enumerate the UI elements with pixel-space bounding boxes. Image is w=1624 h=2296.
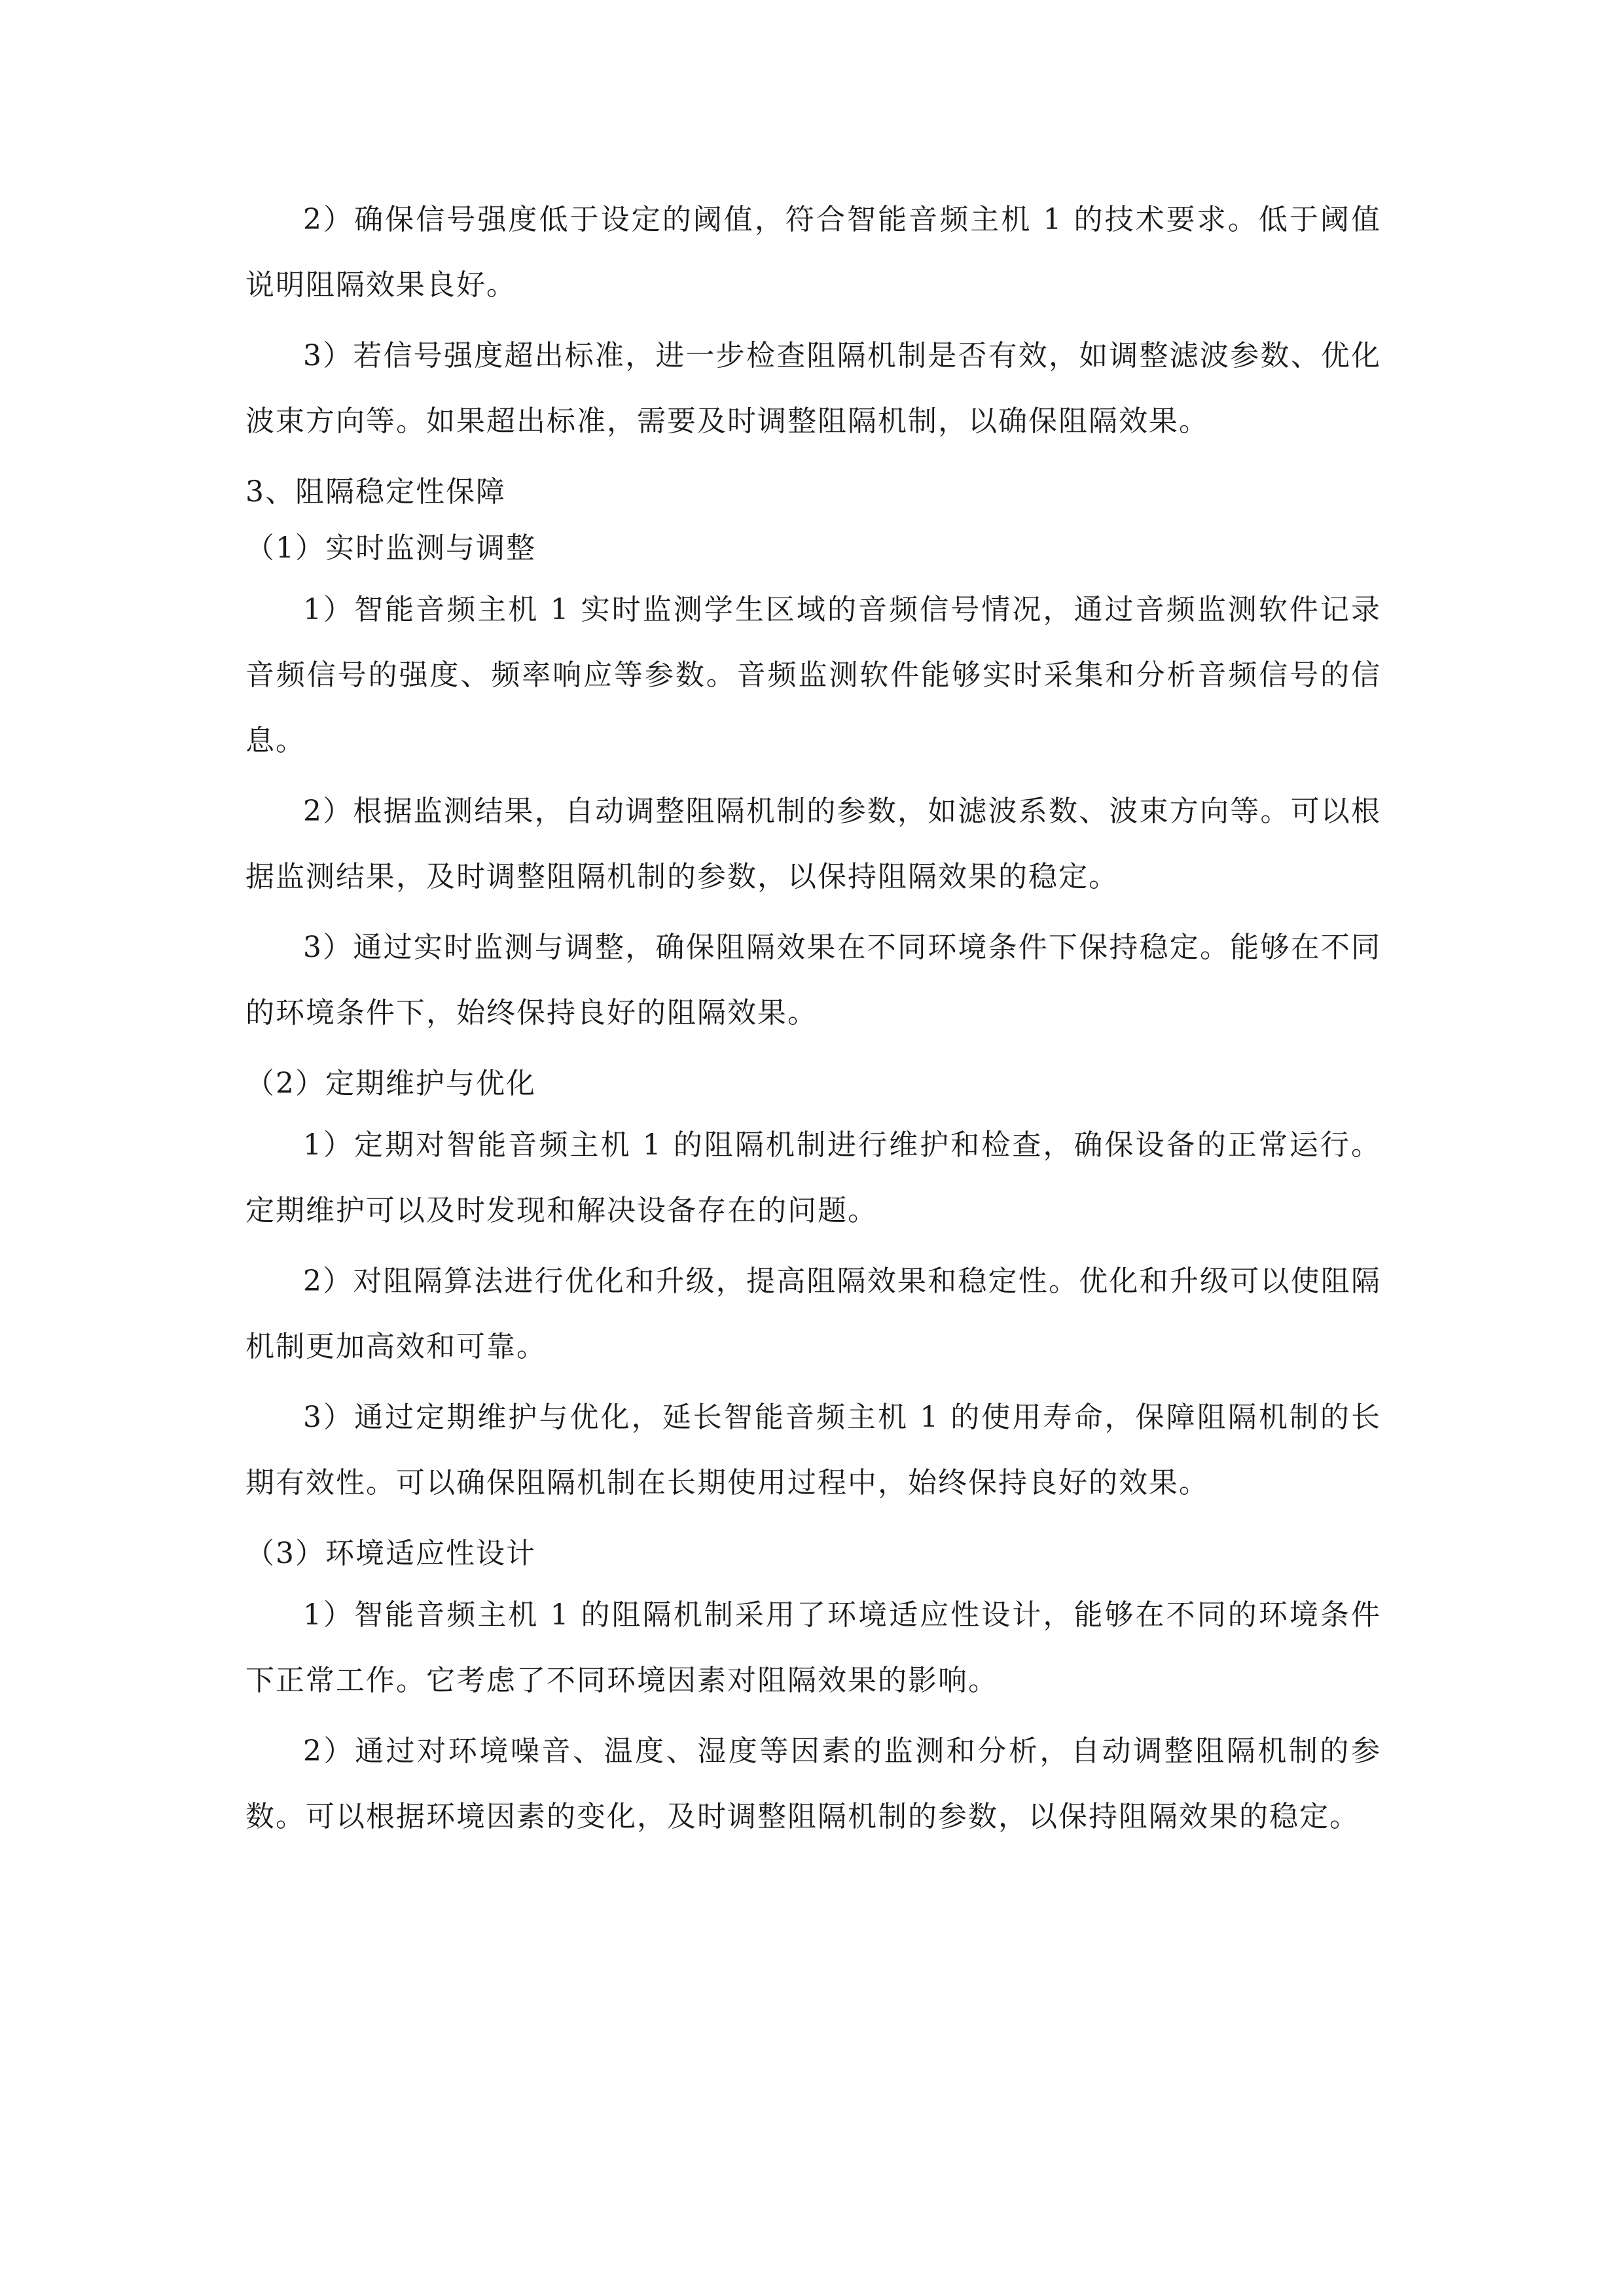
- paragraph: 2）确保信号强度低于设定的阈值，符合智能音频主机 1 的技术要求。低于阈值说明阻隔效果良好。: [245, 203, 1381, 302]
- list-item: 1）智能音频主机 1 的阻隔机制采用了环境适应性设计，能够在不同的环境条件下正常工作。它考虑了不同环境因素对阻隔效果的影响。: [245, 1598, 1381, 1697]
- list-item: 2）对阻隔算法进行优化和升级，提高阻隔效果和稳定性。优化和升级可以使阻隔机制更加高效和可靠。: [245, 1265, 1381, 1363]
- subsection-heading: （3）环境适应性设计: [245, 1537, 536, 1570]
- list-item: 1）智能音频主机 1 实时监测学生区域的音频信号情况，通过音频监测软件记录音频信号的强度、频率响应等参数。音频监测软件能够实时采集和分析音频信号的信息。: [245, 593, 1381, 757]
- list-item: 3）通过定期维护与优化，延长智能音频主机 1 的使用寿命，保障阻隔机制的长期有效性。可以确保阻隔机制在长期使用过程中，始终保持良好的效果。: [245, 1401, 1381, 1499]
- subsection-heading: （1）实时监测与调整: [245, 531, 536, 565]
- list-item: 2）通过对环境噪音、温度、湿度等因素的监测和分析，自动调整阻隔机制的参数。可以根据环境因素的变化，及时调整阻隔机制的参数，以保持阻隔效果的稳定。: [245, 1734, 1381, 1833]
- list-item: 1）定期对智能音频主机 1 的阻隔机制进行维护和检查，确保设备的正常运行。定期维护可以及时发现和解决设备存在的问题。: [245, 1128, 1381, 1227]
- list-item: 3）通过实时监测与调整，确保阻隔效果在不同环境条件下保持稳定。能够在不同的环境条件下，始终保持良好的阻隔效果。: [245, 931, 1381, 1030]
- list-item: 2）根据监测结果，自动调整阻隔机制的参数，如滤波系数、波束方向等。可以根据监测结果，及时调整阻隔机制的参数，以保持阻隔效果的稳定。: [245, 795, 1381, 893]
- document-body: [245, 187, 1381, 1855]
- subsection-heading: （2）定期维护与优化: [245, 1067, 536, 1100]
- section-heading: 3、阻隔稳定性保障: [245, 475, 506, 509]
- paragraph: 3）若信号强度超出标准，进一步检查阻隔机制是否有效，如调整滤波参数、优化波束方向等。如果超出标准，需要及时调整阻隔机制，以确保阻隔效果。: [245, 339, 1381, 438]
